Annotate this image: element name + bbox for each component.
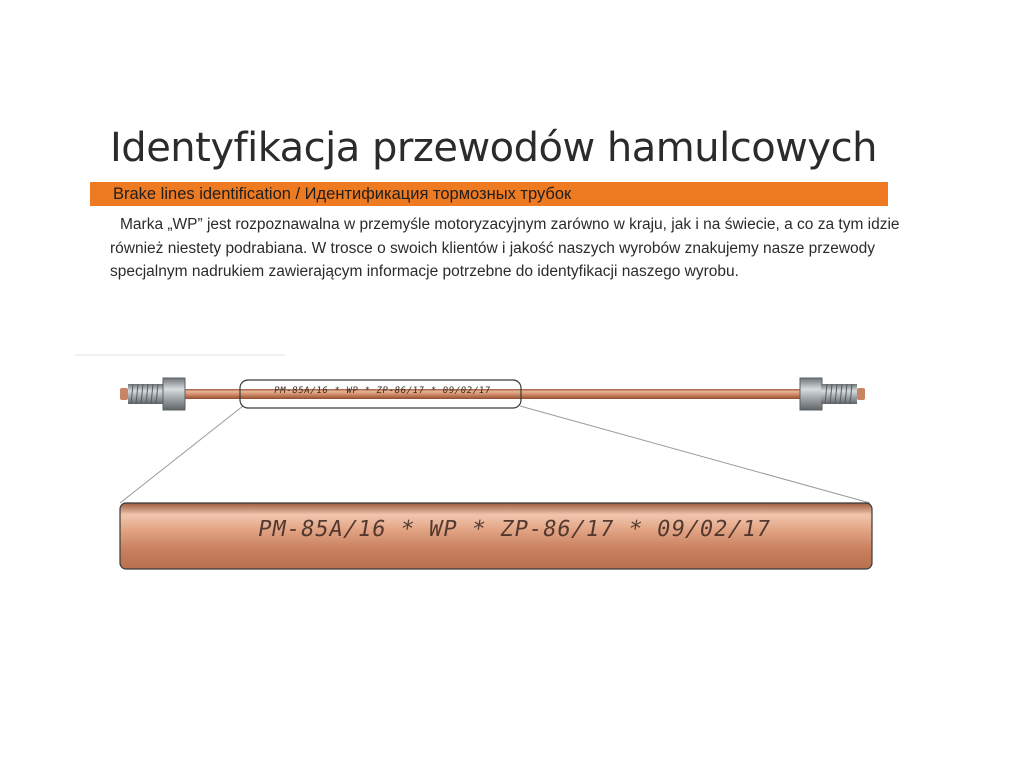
subtitle-banner [90,182,888,206]
zoom-line-right [520,406,870,503]
pipe-marking-large: PM-85A/16 * WP * ZP-86/17 * 09/02/17 [255,517,774,542]
zoom-line-left [120,406,243,503]
pipe-marking-small: PM-85A/16 * WP * ZP-86/17 * 09/02/17 [273,386,492,396]
intro-paragraph: Marka „WP” jest rozpoznawalna w przemyśle motoryzacyjnym zarówno w kraju, jak i na świecie, a co za tym idzie również niestety podrabiana. W trosce o swoich klientów i jakość naszych wyrobów znakujemy nasze przewody specjalnym nadrukiem zawierającym informacje potrzebne do identyfikacji naszego wyrobu. [110,216,900,280]
right-fitting [800,378,865,410]
left-fitting [120,378,185,410]
page-subtitle: Brake lines identification / Идентификация тормозных трубок [113,185,572,203]
page-title: Identyfikacja przewodów hamulcowych [110,125,877,171]
brake-line-drawing [0,340,1024,580]
brake-line-illustration [0,340,1024,580]
